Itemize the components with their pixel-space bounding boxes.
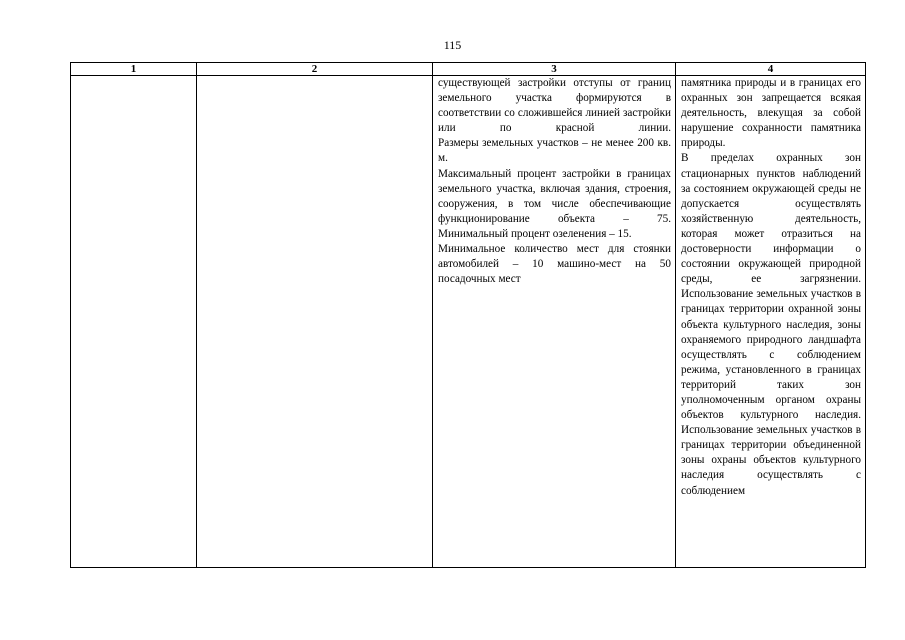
col4-paragraph-4: Использование земельных участков в границах территории объединенной зоны охраны объектов культурного наследия осуществлять с соблюдением bbox=[681, 424, 861, 497]
column-header-1: 1 bbox=[71, 63, 197, 76]
column-header-4: 4 bbox=[676, 63, 866, 76]
col3-paragraph-3: Максимальный процент застройки в границах земельного участка, включая здания, строения, сооружения, в том числе обеспечивающие функционирование объекта – 75. bbox=[438, 167, 671, 225]
cell-col-3 bbox=[433, 76, 676, 568]
regulations-table bbox=[70, 62, 866, 568]
cell-col-2 bbox=[197, 76, 433, 568]
col3-paragraph-2: Размеры земельных участков – не менее 200 кв. м. bbox=[438, 137, 671, 165]
page-number: 115 bbox=[443, 38, 462, 52]
col4-paragraph-1: памятника природы и в границах его охранных зон запрещается всякая деятельность, влекущая за собой нарушение сохранности памятника природы. bbox=[681, 77, 861, 150]
column-header-3: 3 bbox=[433, 63, 676, 76]
table-row bbox=[71, 76, 866, 568]
cell-col-1 bbox=[71, 76, 197, 568]
col3-paragraph-1: существующей застройки отступы от границ земельного участка формируются в соответствии со сложившейся линией застройки или по красной линии. bbox=[438, 77, 671, 135]
column-header-2: 2 bbox=[197, 63, 433, 76]
cell-col-4 bbox=[676, 76, 866, 568]
col4-paragraph-2: В пределах охранных зон стационарных пунктов наблюдений за состоянием окружающей среды не допускается осуществлять хозяйственную деятельность, которая может отразиться на достоверности информации о состоянии окружающей природной среды, ее загрязнении. bbox=[681, 152, 861, 286]
col4-paragraph-3: Использование земельных участков в границах территории охранной зоны объекта культурного наследия, зоны охраняемого природного ландшафта осуществлять с соблюдением режима, установленного в границах территорий таких зон уполномоченным органом охраны объектов культурного наследия. bbox=[681, 288, 861, 422]
table-header-row bbox=[71, 63, 866, 76]
col3-paragraph-4: Минимальный процент озеленения – 15. bbox=[438, 227, 632, 240]
col3-paragraph-5: Минимальное количество мест для стоянки автомобилей – 10 машино-мест на 50 посадочных мест bbox=[438, 243, 671, 286]
